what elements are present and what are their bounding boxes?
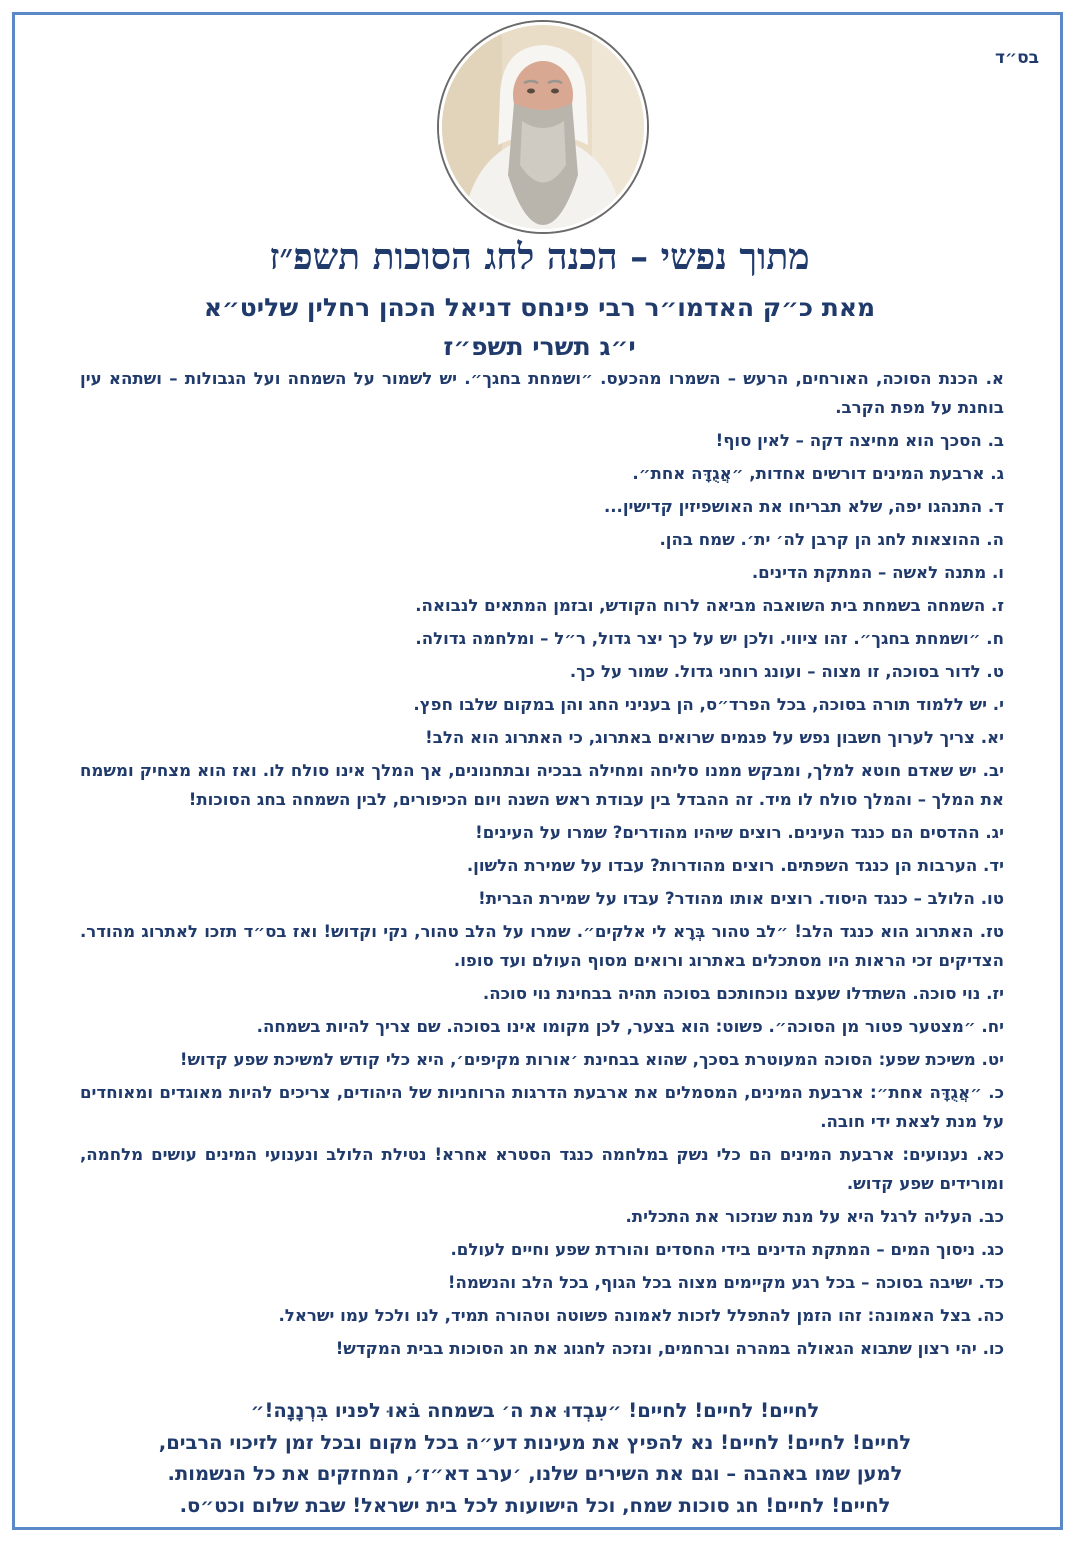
list-item: י. יש ללמוד תורה בסוכה, בכל הפרד״ס, הן בעניני החג והן במקום שלבו חפץ. xyxy=(413,695,1004,714)
list-item: כה. בצל האמונה: זהו הזמן להתפלל לזכות לאמונה פשוטה וטהורה תמיד, לנו ולכל עמו ישראל. xyxy=(278,1306,1004,1325)
teachings-list xyxy=(80,364,1004,1367)
list-item: יח. ״מצטער פטור מן הסוכה״. פשוט: הוא בצער, לכן מקומו אינו בסוכה. שם צריך להיות בשמחה. xyxy=(256,1017,1004,1036)
closing-blessing xyxy=(90,1395,980,1521)
page-title: מתוך נפשי – הכנה לחג הסוכות תשפ״ז xyxy=(269,236,810,278)
list-item: יז. נוי סוכה. השתדלו שעצם נוכחותכם בסוכה תהיה בבחינת נוי סוכה. xyxy=(482,984,1004,1003)
list-item: יא. צריך לערוך חשבון נפש על פגמים שרואים באתרוג, כי האתרוג הוא הלב! xyxy=(425,728,1004,747)
list-item: ח. ״ושמחת בחגך״. זהו ציווי. ולכן יש על כך יצר גדול, ר״ל – ומלחמה גדולה. xyxy=(415,629,1004,648)
list-item: ט. לדור בסוכה, זו מצוה – ועונג רוחני גדול. שמור על כך. xyxy=(569,662,1004,681)
list-item: כד. ישיבה בסוכה – בכל רגע מקיימים מצוה בכל הגוף, בכל הלב והנשמה! xyxy=(447,1273,1004,1292)
list-item: ג. ארבעת המינים דורשים אחדות, ״אֲגֻדָּה אחת״. xyxy=(632,464,1004,483)
list-item: כ. ״אֲגֻדָּה אחת״: ארבעת המינים, המסמלים את ארבעת הדרגות הרוחניות של היהודים, צריכים להיות מאוגדים ומאוחדים על מנת לצאת ידי חובה. xyxy=(80,1083,1004,1131)
list-item: יג. ההדסים הם כנגד העינים. רוצים שיהיו מהודרים? שמרו על העינים! xyxy=(475,823,1004,842)
list-item: ה. ההוצאות לחג הן קרבן לה׳ ית׳. שמח בהן. xyxy=(659,530,1004,549)
list-item: ד. התנהגו יפה, שלא תבריחו את האושפיזין קדישין... xyxy=(603,497,1004,516)
list-item: טו. הלולב – כנגד היסוד. רוצים אותו מהודר? עבדו על שמירת הברית! xyxy=(478,889,1004,908)
footer-line: לחיים! לחיים! לחיים! נא להפיץ את מעינות דע״ה בכל מקום ובכל זמן לזיכוי הרבים, xyxy=(158,1430,912,1454)
list-item: ב. הסכך הוא מחיצה דקה – לאין סוף! xyxy=(715,431,1004,450)
list-item: א. הכנת הסוכה, האורחים, הרעש – השמרו מהכעס. ״ושמחת בחגך״. יש לשמור על השמחה ועל הגבולות – ושתהא עין בוחנת על מפת הקרב. xyxy=(80,369,1004,417)
footer-line: למען שמו באהבה – וגם את השירים שלנו, ׳ערב דא״ז׳, המחזקים את כל הנשמות. xyxy=(167,1462,903,1485)
list-item: כו. יהי רצון שתבוא הגאולה במהרה וברחמים, ונזכה לחגוג את חג הסוכות בבית המקדש! xyxy=(335,1339,1004,1358)
list-item: טז. האתרוג הוא כנגד הלב! ״לב טהור בְּרָא לי אלקים״. שמרו על הלב טהור, נקי וקדוש! ואז בס״ד תזכו לאתרוג מהודר. הצדיקים זכי הראות היו מסתכלים באתרוג ורואים מסוף העולם ועד סופו. xyxy=(80,922,1004,970)
list-item: ו. מתנה לאשה – המתקת הדינים. xyxy=(751,563,1004,582)
list-item: ז. השמחה בשמחת בית השואבה מביאה לרוח הקודש, ובזמן המתאים לנבואה. xyxy=(415,596,1004,615)
list-item: כב. העליה לרגל היא על מנת שנזכור את התכלית. xyxy=(625,1207,1004,1226)
footer-line: לחיים! לחיים! לחיים! ״עִבְדוּ את ה׳ בשמחה בֹּאוּ לפניו בִּרְנָנָה!״ xyxy=(250,1399,820,1422)
list-item: יט. משיכת שפע: הסוכה המעוטרת בסכך, שהוא בבחינת ׳אורות מקיפים׳, היא כלי קודש למשיכת שפע קדוש! xyxy=(179,1050,1004,1069)
footer-line: לחיים! לחיים! חג סוכות שמח, וכל הישועות לכל בית ישראל! שבת שלום וכט״ס. xyxy=(179,1493,891,1517)
list-item: יד. הערבות הן כנגד השפתים. רוצים מהודרות? עבדו על שמירת הלשון. xyxy=(466,856,1004,875)
list-item: יב. יש שאדם חוטא למלך, ומבקש ממנו סליחה ומחילה בבכיה ובתחנונים, אך המלך אינו סולח לו. ואז הוא מצחיק ומשמח את המלך – והמלך סולח לו מיד. זה ההבדל בין עבודת ראש השנה ויום הכיפורים, לבין השמחה בחג הסוכות! xyxy=(80,761,1004,809)
list-item: כג. ניסוך המים – המתקת הדינים בידי החסדים והורדת שפע וחיים לעולם. xyxy=(450,1240,1004,1259)
corner-mark: בס״ד xyxy=(995,48,1039,68)
date-line: י״ג תשרי תשפ״ז xyxy=(443,332,636,361)
rabbi-portrait xyxy=(439,22,647,232)
author-line: מאת כ״ק האדמו״ר רבי פינחס דניאל הכהן רחלין שליט״א xyxy=(203,293,876,322)
list-item: כא. נענועים: ארבעת המינים הם כלי נשק במלחמה כנגד הסטרא אחרא! נטילת הלולב ונענועי המינים עושים מלחמה, ומורידים שפע קדוש. xyxy=(80,1145,1004,1193)
